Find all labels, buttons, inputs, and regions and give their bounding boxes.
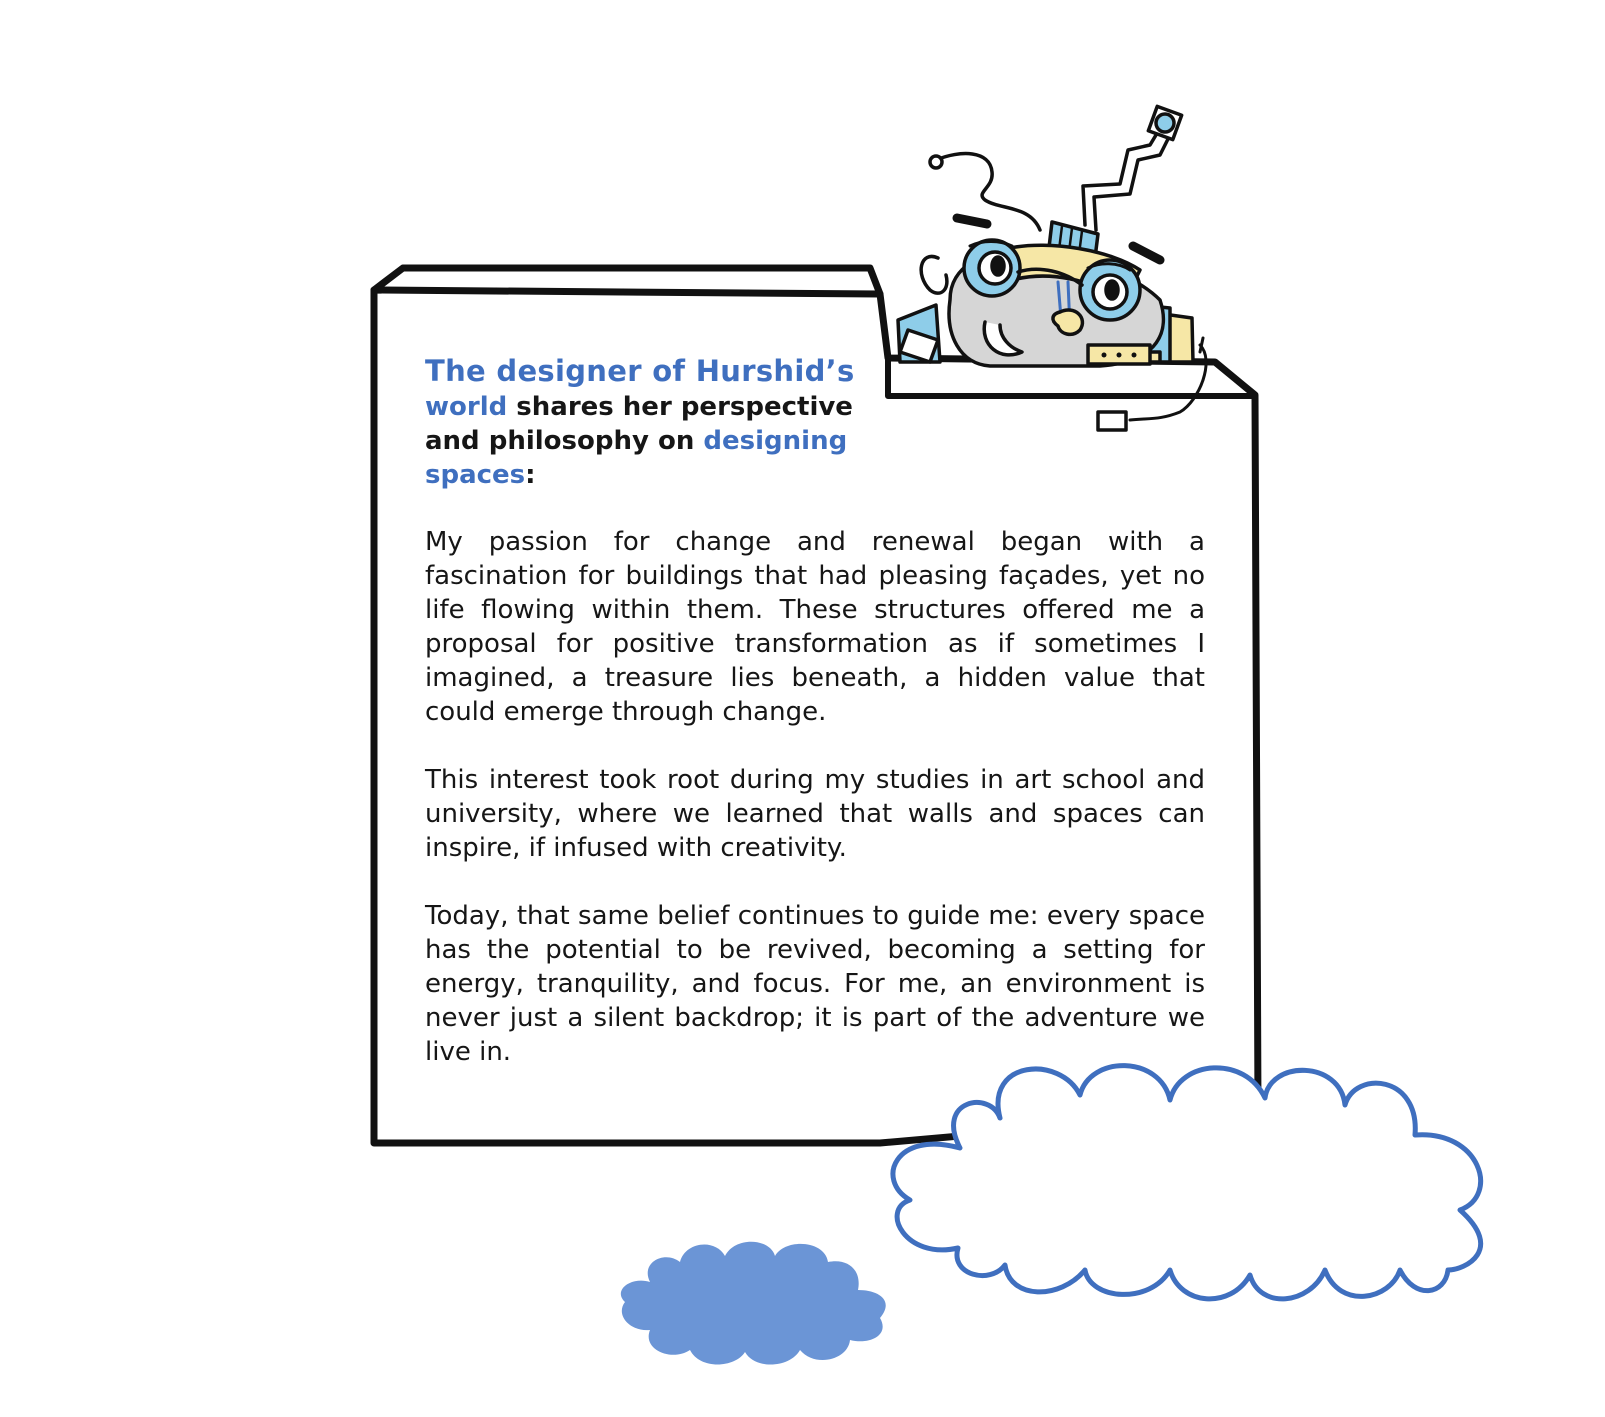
heading-line-1: The designer of Hurshid’s — [425, 354, 855, 388]
heading-line-3 — [425, 424, 895, 492]
paragraph-passion: My passion for change and renewal began with a fascination for buildings that had pleasing façades, yet no life flowing within them. These structures offered me a proposal for positive transformation as if sometimes I imagined, a treasure lies beneath, a hidden value that could emerge through change. — [425, 527, 1205, 727]
paragraph-today: Today, that same belief continues to guide me: every space has the potential to be revived, becoming a setting for energy, tranquility, and focus. For me, an environment is never just a silent backdrop; it is part of the adventure we live in. — [425, 901, 1205, 1067]
heading-accent-designing-spaces: designing spaces — [425, 426, 848, 490]
intro-heading — [425, 352, 895, 492]
body-text — [425, 525, 1205, 1103]
heading-line-3-start: and philosophy on — [425, 426, 704, 456]
paragraph-interest: This interest took root during my studies in art school and university, where we learned that walls and spaces can inspire, if infused with creativity. — [425, 765, 1205, 863]
heading-accent-world: world — [425, 392, 508, 422]
heading-line-2 — [425, 390, 895, 424]
filled-cloud-icon — [621, 1242, 886, 1365]
heading-line-2-rest: shares her perspective — [507, 392, 853, 422]
heading-line-3-end: : — [525, 460, 536, 490]
